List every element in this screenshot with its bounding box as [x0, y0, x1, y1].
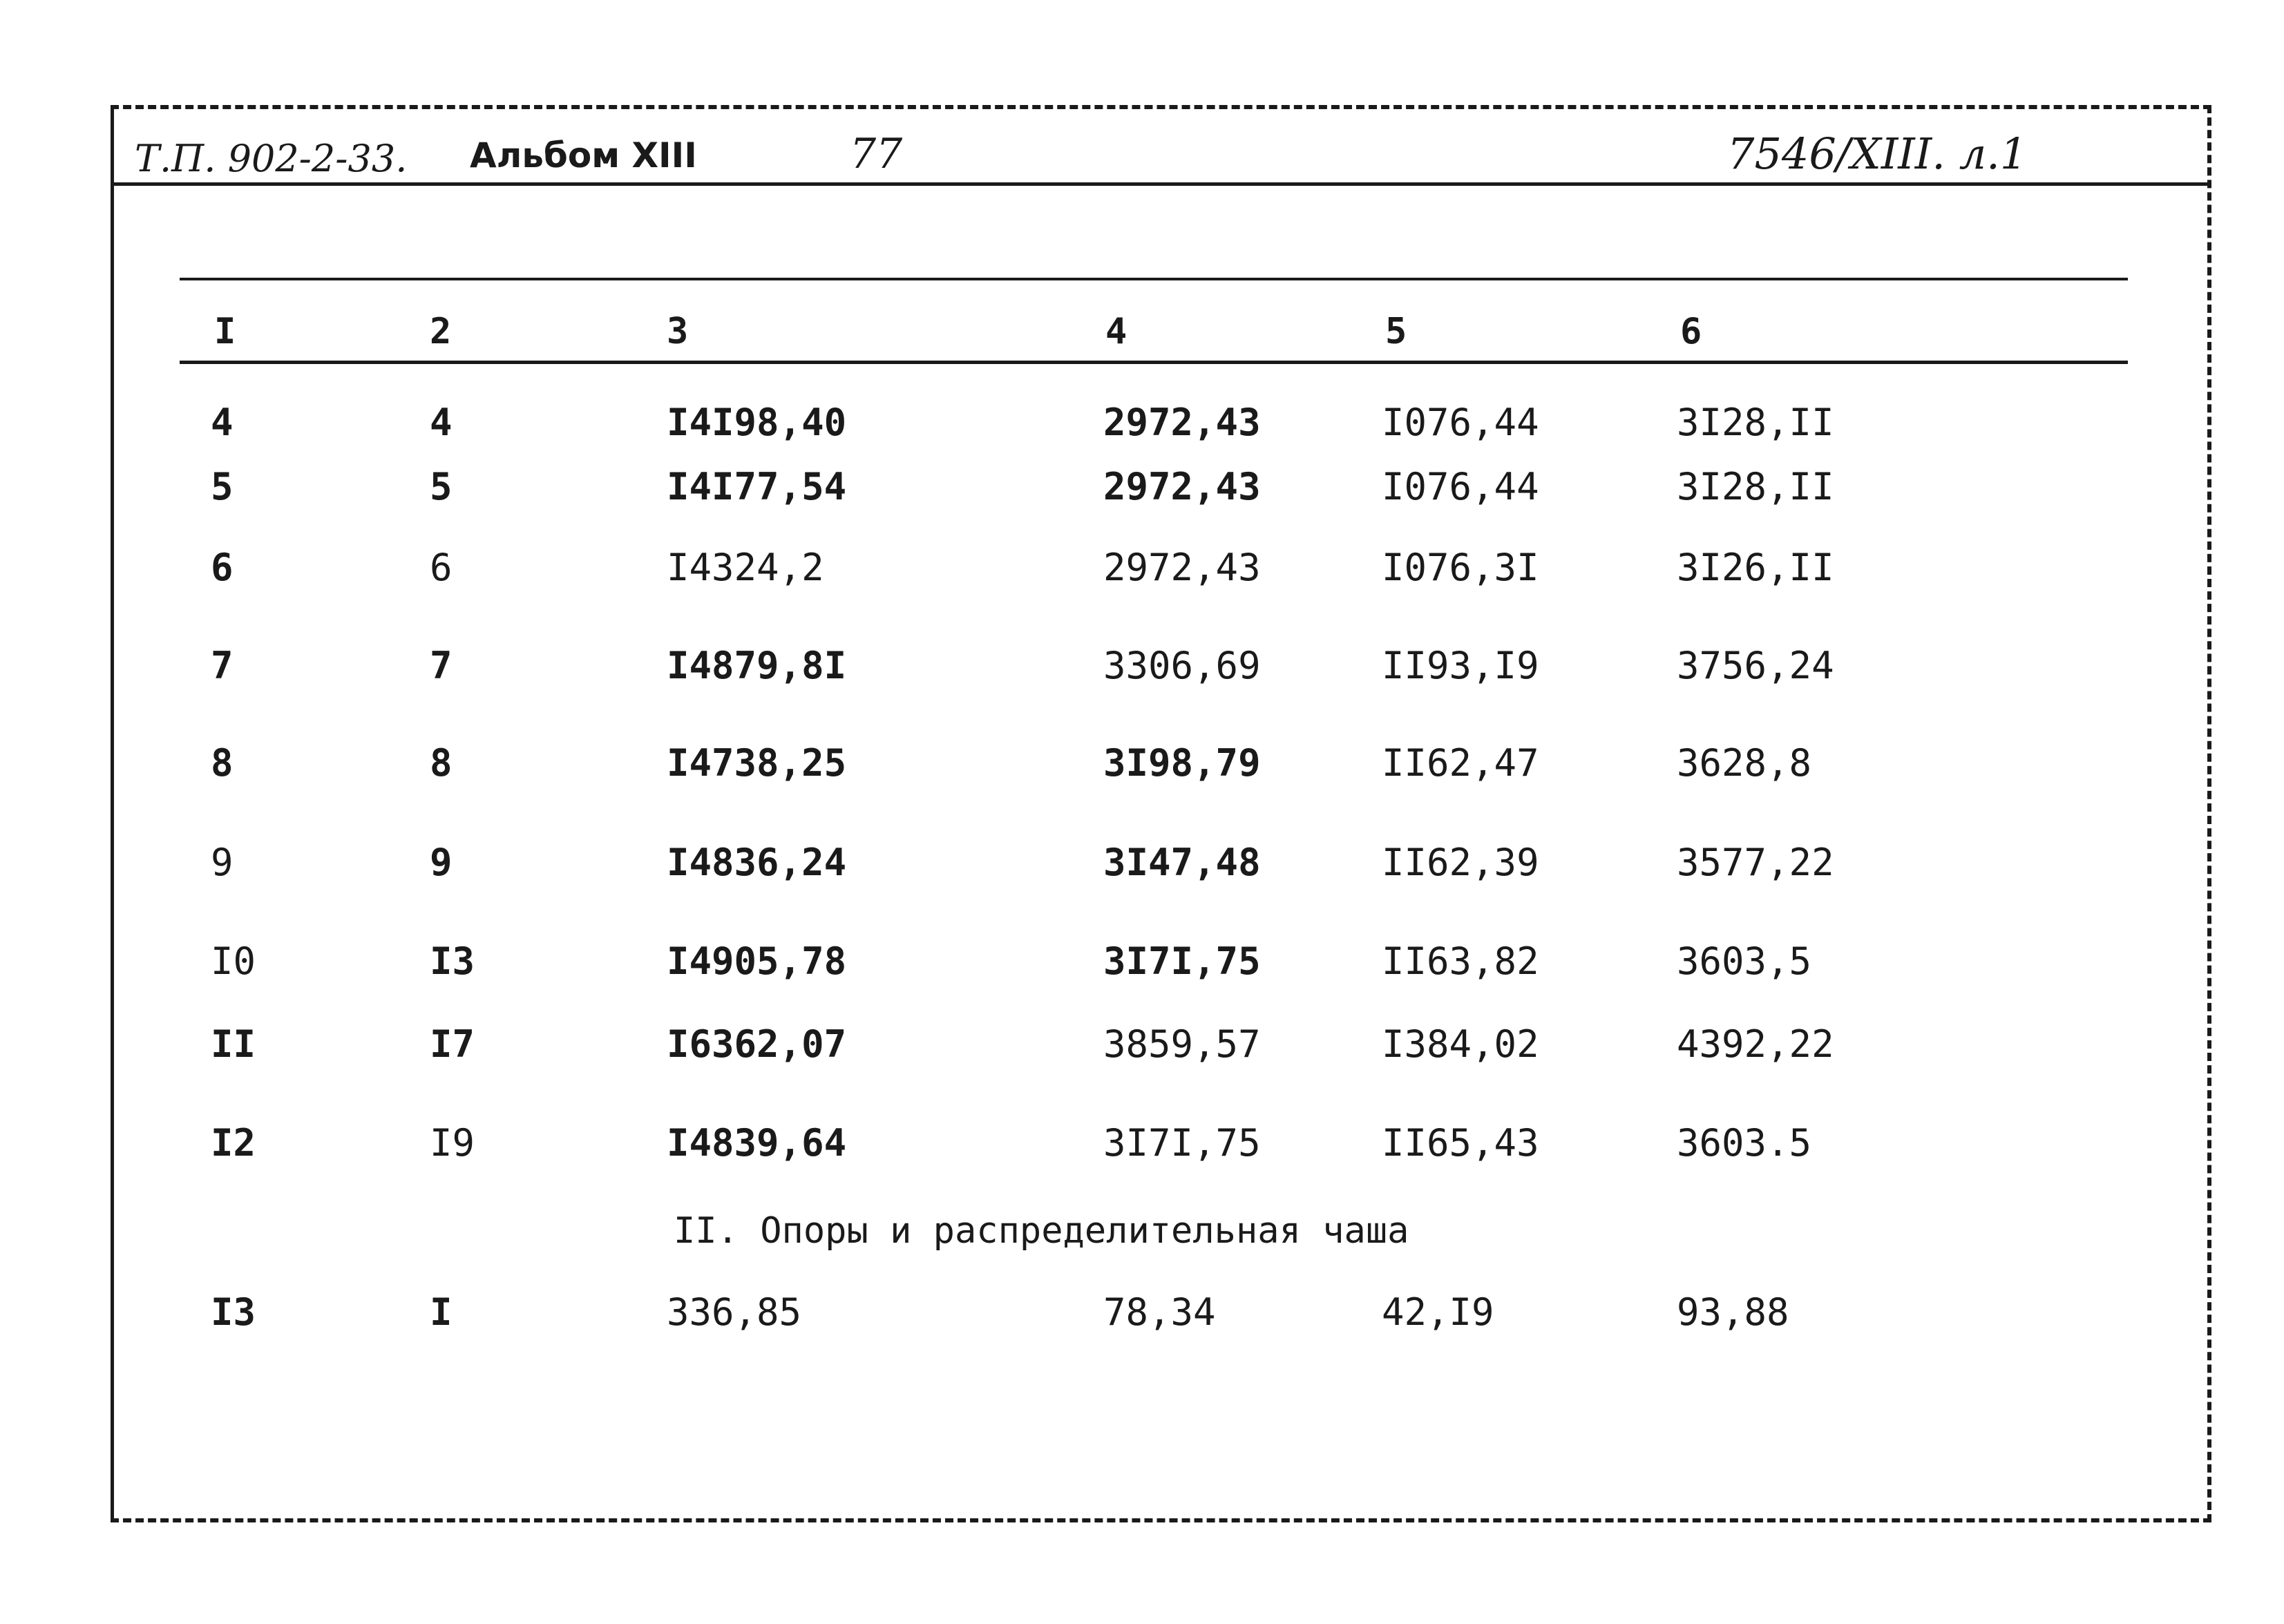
- table-cell: 336,85: [667, 1290, 802, 1334]
- table-cell: I3: [211, 1290, 256, 1334]
- table-cell: I4I77,54: [667, 465, 847, 508]
- table-cell: 3I47,48: [1103, 841, 1261, 884]
- table-cell: I2: [211, 1121, 256, 1165]
- table-cell: 3628,8: [1677, 741, 1812, 785]
- document-code: Т.П. 902-2-33.: [135, 137, 408, 180]
- table-cell: 3756,24: [1677, 644, 1834, 687]
- inventory-number: 7546/XIII. л.1: [1727, 128, 2028, 179]
- table-cell: 5: [430, 465, 453, 508]
- table-cell: 3603,5: [1677, 939, 1812, 983]
- table-cell: 7: [430, 644, 453, 687]
- table-cell: II62,47: [1382, 741, 1539, 785]
- table-cell: 3I7I,75: [1103, 1121, 1261, 1165]
- column-header-6: 6: [1680, 311, 1702, 352]
- table-cell: 9: [211, 841, 234, 884]
- table-cell: 2972,43: [1103, 401, 1261, 444]
- table-cell: 8: [430, 741, 453, 785]
- table-cell: I384,02: [1382, 1022, 1539, 1066]
- table-cell: 8: [211, 741, 234, 785]
- table-cell: I076,44: [1382, 401, 1539, 444]
- table-cell: 78,34: [1103, 1290, 1216, 1334]
- table-cell: II65,43: [1382, 1121, 1539, 1165]
- table-cell: 5: [211, 465, 234, 508]
- album-label: Альбом XIII: [470, 135, 697, 175]
- table-cell: 7: [211, 644, 234, 687]
- title-block-line: [111, 182, 2211, 186]
- table-cell: I: [430, 1290, 453, 1334]
- table-cell: I3: [430, 939, 475, 983]
- table-cell: 3I7I,75: [1103, 939, 1261, 983]
- table-cell: 3I28,II: [1677, 401, 1834, 444]
- table-cell: 3I98,79: [1103, 741, 1261, 785]
- table-cell: II93,I9: [1382, 644, 1539, 687]
- column-header-1: I: [214, 311, 236, 352]
- table-cell: I7: [430, 1022, 475, 1066]
- table-cell: 42,I9: [1382, 1290, 1494, 1334]
- table-cell: I4738,25: [667, 741, 847, 785]
- table-cell: I4836,24: [667, 841, 847, 884]
- table-cell: 6: [211, 546, 234, 589]
- table-cell: 9: [430, 841, 453, 884]
- column-header-5: 5: [1385, 311, 1407, 352]
- table-cell: 3577,22: [1677, 841, 1834, 884]
- table-cell: I076,44: [1382, 465, 1539, 508]
- column-header-4: 4: [1105, 311, 1127, 352]
- table-cell: 6: [430, 546, 453, 589]
- section-title: II. Опоры и распределительная чаша: [674, 1210, 1409, 1252]
- table-cell: 93,88: [1677, 1290, 1789, 1334]
- table-cell: 3306,69: [1103, 644, 1261, 687]
- table-cell: I9: [430, 1121, 475, 1165]
- table-cell: 3603.5: [1677, 1121, 1812, 1165]
- table-cell: 4: [430, 401, 453, 444]
- table-cell: I4879,8I: [667, 644, 847, 687]
- table-cell: 2972,43: [1103, 465, 1261, 508]
- table-cell: I4905,78: [667, 939, 847, 983]
- table-cell: 2972,43: [1103, 546, 1261, 589]
- table-cell: 3I28,II: [1677, 465, 1834, 508]
- column-header-2: 2: [430, 311, 452, 352]
- column-header-3: 3: [667, 311, 689, 352]
- table-cell: 4392,22: [1677, 1022, 1834, 1066]
- table-cell: I4I98,40: [667, 401, 847, 444]
- table-cell: I6362,07: [667, 1022, 847, 1066]
- table-cell: I0: [211, 939, 256, 983]
- table-cell: 3859,57: [1103, 1022, 1261, 1066]
- table-cell: 4: [211, 401, 234, 444]
- table-cell: II: [211, 1022, 256, 1066]
- page-number: 77: [850, 130, 903, 178]
- table-cell: I076,3I: [1382, 546, 1539, 589]
- table-cell: 3I26,II: [1677, 546, 1834, 589]
- table-cell: II62,39: [1382, 841, 1539, 884]
- table-header-rule: [180, 361, 2128, 364]
- table-cell: I4839,64: [667, 1121, 847, 1165]
- table-cell: I4324,2: [667, 546, 824, 589]
- table-top-rule: [180, 278, 2128, 280]
- table-cell: II63,82: [1382, 939, 1539, 983]
